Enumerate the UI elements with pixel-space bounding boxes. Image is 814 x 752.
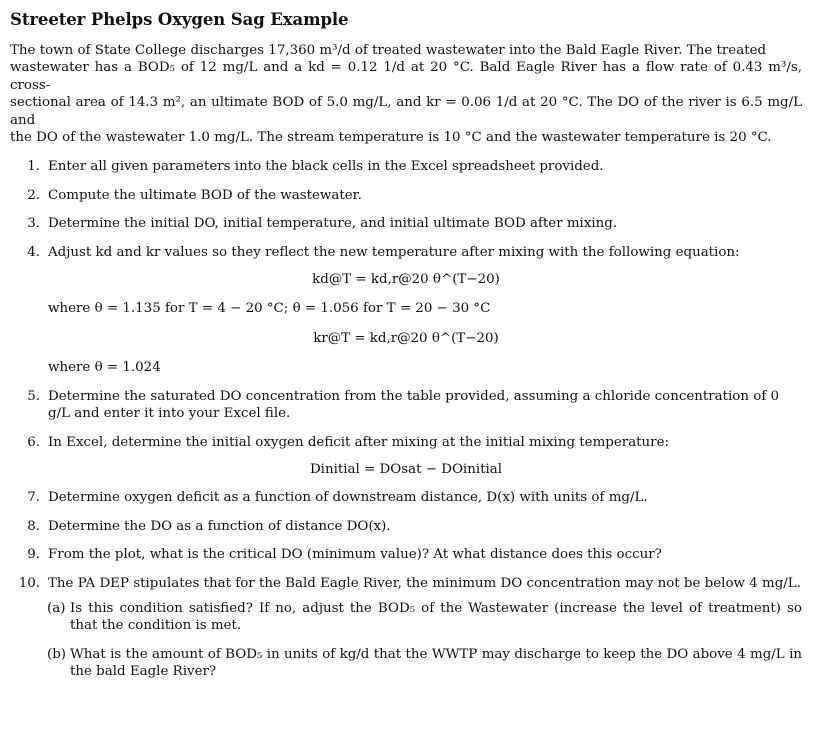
task-number: 10. [18, 575, 40, 591]
task-item [10, 575, 802, 681]
intro-line-1: The town of State College discharges 17,360 m³/d of treated wastewater into the Bald Eagle River. The treated [10, 43, 767, 58]
task-text: Determine the saturated DO concentration from the table provided, assuming a chloride concentration of 0 g/L and enter it into your Excel file. [48, 388, 780, 422]
subtask-text: What is the amount of BOD₅ in units of kg/d that the WWTP may discharge to keep the DO above 4 mg/L in the bald Eagle River? [70, 646, 802, 680]
task-number: 2. [27, 187, 40, 203]
equation-kd: kd@T = kd,r@20 θ^(T−20) [312, 272, 500, 288]
subtask-label: (b) [47, 646, 67, 662]
intro-line-3: sectional area of 14.3 m², an ultimate BOD of 5.0 mg/L, and kr = 0.06 1/d at 20 °C. The DO of the river is 6.5 mg/L and [10, 95, 802, 128]
task-text: Determine the DO as a function of distance DO(x). [48, 518, 391, 534]
subtask-a [10, 600, 802, 635]
equation-kd-where: where θ = 1.135 for T = 4 − 20 °C; θ = 1.056 for T = 20 − 30 °C [48, 301, 491, 317]
task-number: 8. [27, 518, 40, 534]
task-number: 5. [27, 388, 40, 404]
task-number: 4. [27, 244, 40, 260]
task-number: 1. [27, 159, 40, 175]
task-number: 3. [27, 216, 40, 232]
equation-deficit: Dinitial = DOsat − DOinitial [309, 461, 503, 477]
task-item [10, 158, 802, 175]
equation-kr-where: where θ = 1.024 [48, 360, 161, 376]
equation-kr: kr@T = kd,r@20 θ^(T−20) [313, 330, 499, 346]
subtask-text: Is this condition satisfied? If no, adjust the BOD₅ of the Wastewater (increase the level of treatment) so that the condition is met. [70, 600, 802, 634]
task-text: From the plot, what is the critical DO (minimum value)? At what distance does this occur? [48, 547, 662, 563]
task-list [10, 158, 802, 680]
task-text: Enter all given parameters into the black cells in the Excel spreadsheet provided. [48, 159, 604, 175]
task-item [10, 244, 802, 377]
task-number: 9. [27, 547, 40, 563]
task-text: Compute the ultimate BOD of the wastewater. [48, 187, 362, 203]
task-number: 6. [27, 434, 40, 450]
intro-line-2: wastewater has a BOD₅ of 12 mg/L and a kd = 0.12 1/d at 20 °C. Bald Eagle River has a flow rate of 0.43 m³/s, cross- [10, 60, 802, 93]
intro-line-4: the DO of the wastewater 1.0 mg/L. The stream temperature is 10 °C and the wastewater temperature is 20 °C. [10, 130, 772, 146]
task-item [10, 546, 802, 563]
page-title: Streeter Phelps Oxygen Sag Example [10, 10, 349, 29]
task-text: Determine the initial DO, initial temperature, and initial ultimate BOD after mixing. [48, 216, 618, 232]
subtask-b [10, 646, 802, 681]
task-item [10, 215, 802, 232]
task-item [10, 388, 802, 423]
task-item [10, 489, 802, 506]
task-item [10, 187, 802, 204]
task-item [10, 518, 802, 535]
subtask-label: (a) [47, 600, 66, 616]
task-number: 7. [27, 490, 40, 506]
task-text: The PA DEP stipulates that for the Bald Eagle River, the minimum DO concentration may not be below 4 mg/L. [48, 575, 801, 591]
task-text: In Excel, determine the initial oxygen deficit after mixing at the initial mixing temperature: [48, 434, 670, 450]
task-text: Adjust kd and kr values so they reflect the new temperature after mixing with the following equation: [48, 244, 740, 260]
task-text: Determine oxygen deficit as a function of downstream distance, D(x) with units of mg/L. [48, 490, 648, 506]
task-item [10, 434, 802, 479]
problem-statement [10, 42, 802, 146]
